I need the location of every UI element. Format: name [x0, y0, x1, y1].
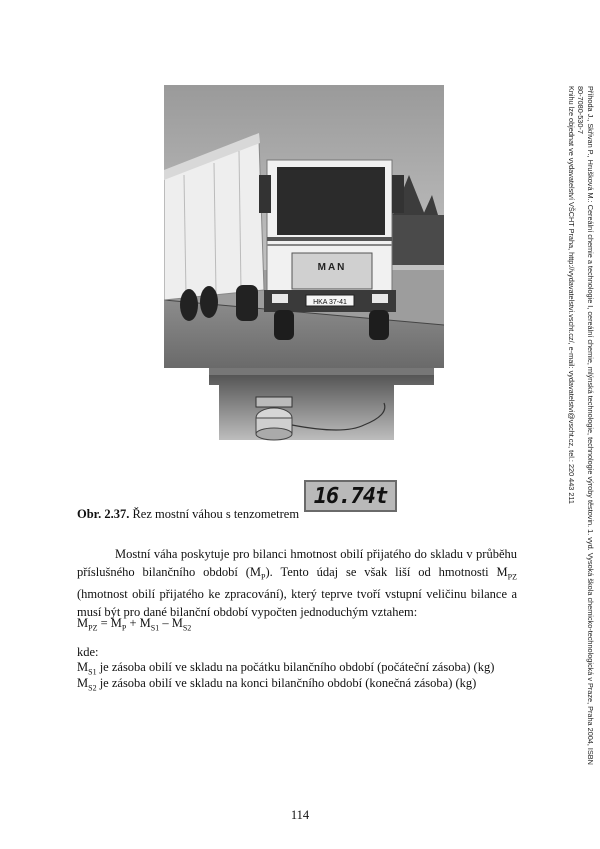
eq-lhs: M [77, 616, 89, 630]
para-text-1: Mostní váha poskytuje pro bilanci hmotnost obilí přijatého do skladu v průběhu příslušného bilančního období (M [77, 547, 517, 579]
citation-line-3: Knihu lze objednat ve vydavatelství VŠCHT Praha, http://vydavatelstvi.vscht.cz/, e-mail: vydavatelstvi@vscht.cz, tel.: 220 443 211 [566, 86, 576, 504]
definition-ms1 [77, 660, 494, 677]
caption-label: Obr. 2.37. [77, 507, 130, 521]
eq-part-1: = M [97, 616, 122, 630]
def-text: je zásoba obilí ve skladu na počátku bilančního období (počáteční zásoba) (kg) [96, 660, 495, 674]
def-sub: S1 [88, 667, 97, 677]
eq-lhs-sub: PZ [88, 623, 98, 633]
truck-badge: MAN [317, 262, 347, 273]
eq-sub-p: P [121, 623, 127, 633]
para-text-2: ). Tento údaj se však liší od hmotnosti M [265, 564, 508, 579]
caption-text: Řez mostní váhou s tenzometrem [129, 507, 300, 521]
eq-sub-s2: S2 [182, 623, 192, 633]
weight-display [304, 480, 397, 512]
eq-part-2: + M [126, 616, 151, 630]
def-symbol: M [77, 676, 89, 690]
weight-value: 16.74t [313, 483, 388, 509]
license-plate: HKA 37-41 [313, 299, 347, 306]
para-sub-1: P [261, 572, 266, 582]
eq-part-3: – M [159, 616, 183, 630]
definition-ms2 [77, 676, 476, 693]
def-text: je zásoba obilí ve skladu na konci bilančního období (konečná zásoba) (kg) [96, 676, 477, 690]
page-number: 114 [290, 808, 310, 822]
side-citation [545, 86, 595, 838]
para-sub-2: PZ [507, 572, 517, 582]
citation-line-1: Příhoda J., Skřivan P., Hrušková M.: Cereální chemie a technologie I, cereální chemie, mlýnská technologie, technologie výroby těstovin. 1. vyd. Vysoká škola chemicko-technologická v Praze, Praha 2004, ISBN [586, 86, 595, 765]
eq-sub-s1: S1 [150, 623, 160, 633]
def-sub: S2 [88, 683, 97, 693]
body-paragraph [77, 546, 517, 622]
balance-equation [77, 616, 191, 633]
where-label: kde: [77, 645, 99, 659]
figure-caption [77, 507, 299, 522]
truck-weighbridge-illustration [164, 85, 444, 490]
weighbridge-figure [164, 85, 444, 509]
citation-line-2: 80-7080-530-7 [576, 86, 586, 134]
def-symbol: M [77, 660, 89, 674]
para-text-3: (hmotnost obilí přijatého ke zpracování), který teprve tvoří vstupní veličinu bilance a musí být pro dané bilanční období vypočten jednoduchým vztahem: [77, 587, 517, 619]
